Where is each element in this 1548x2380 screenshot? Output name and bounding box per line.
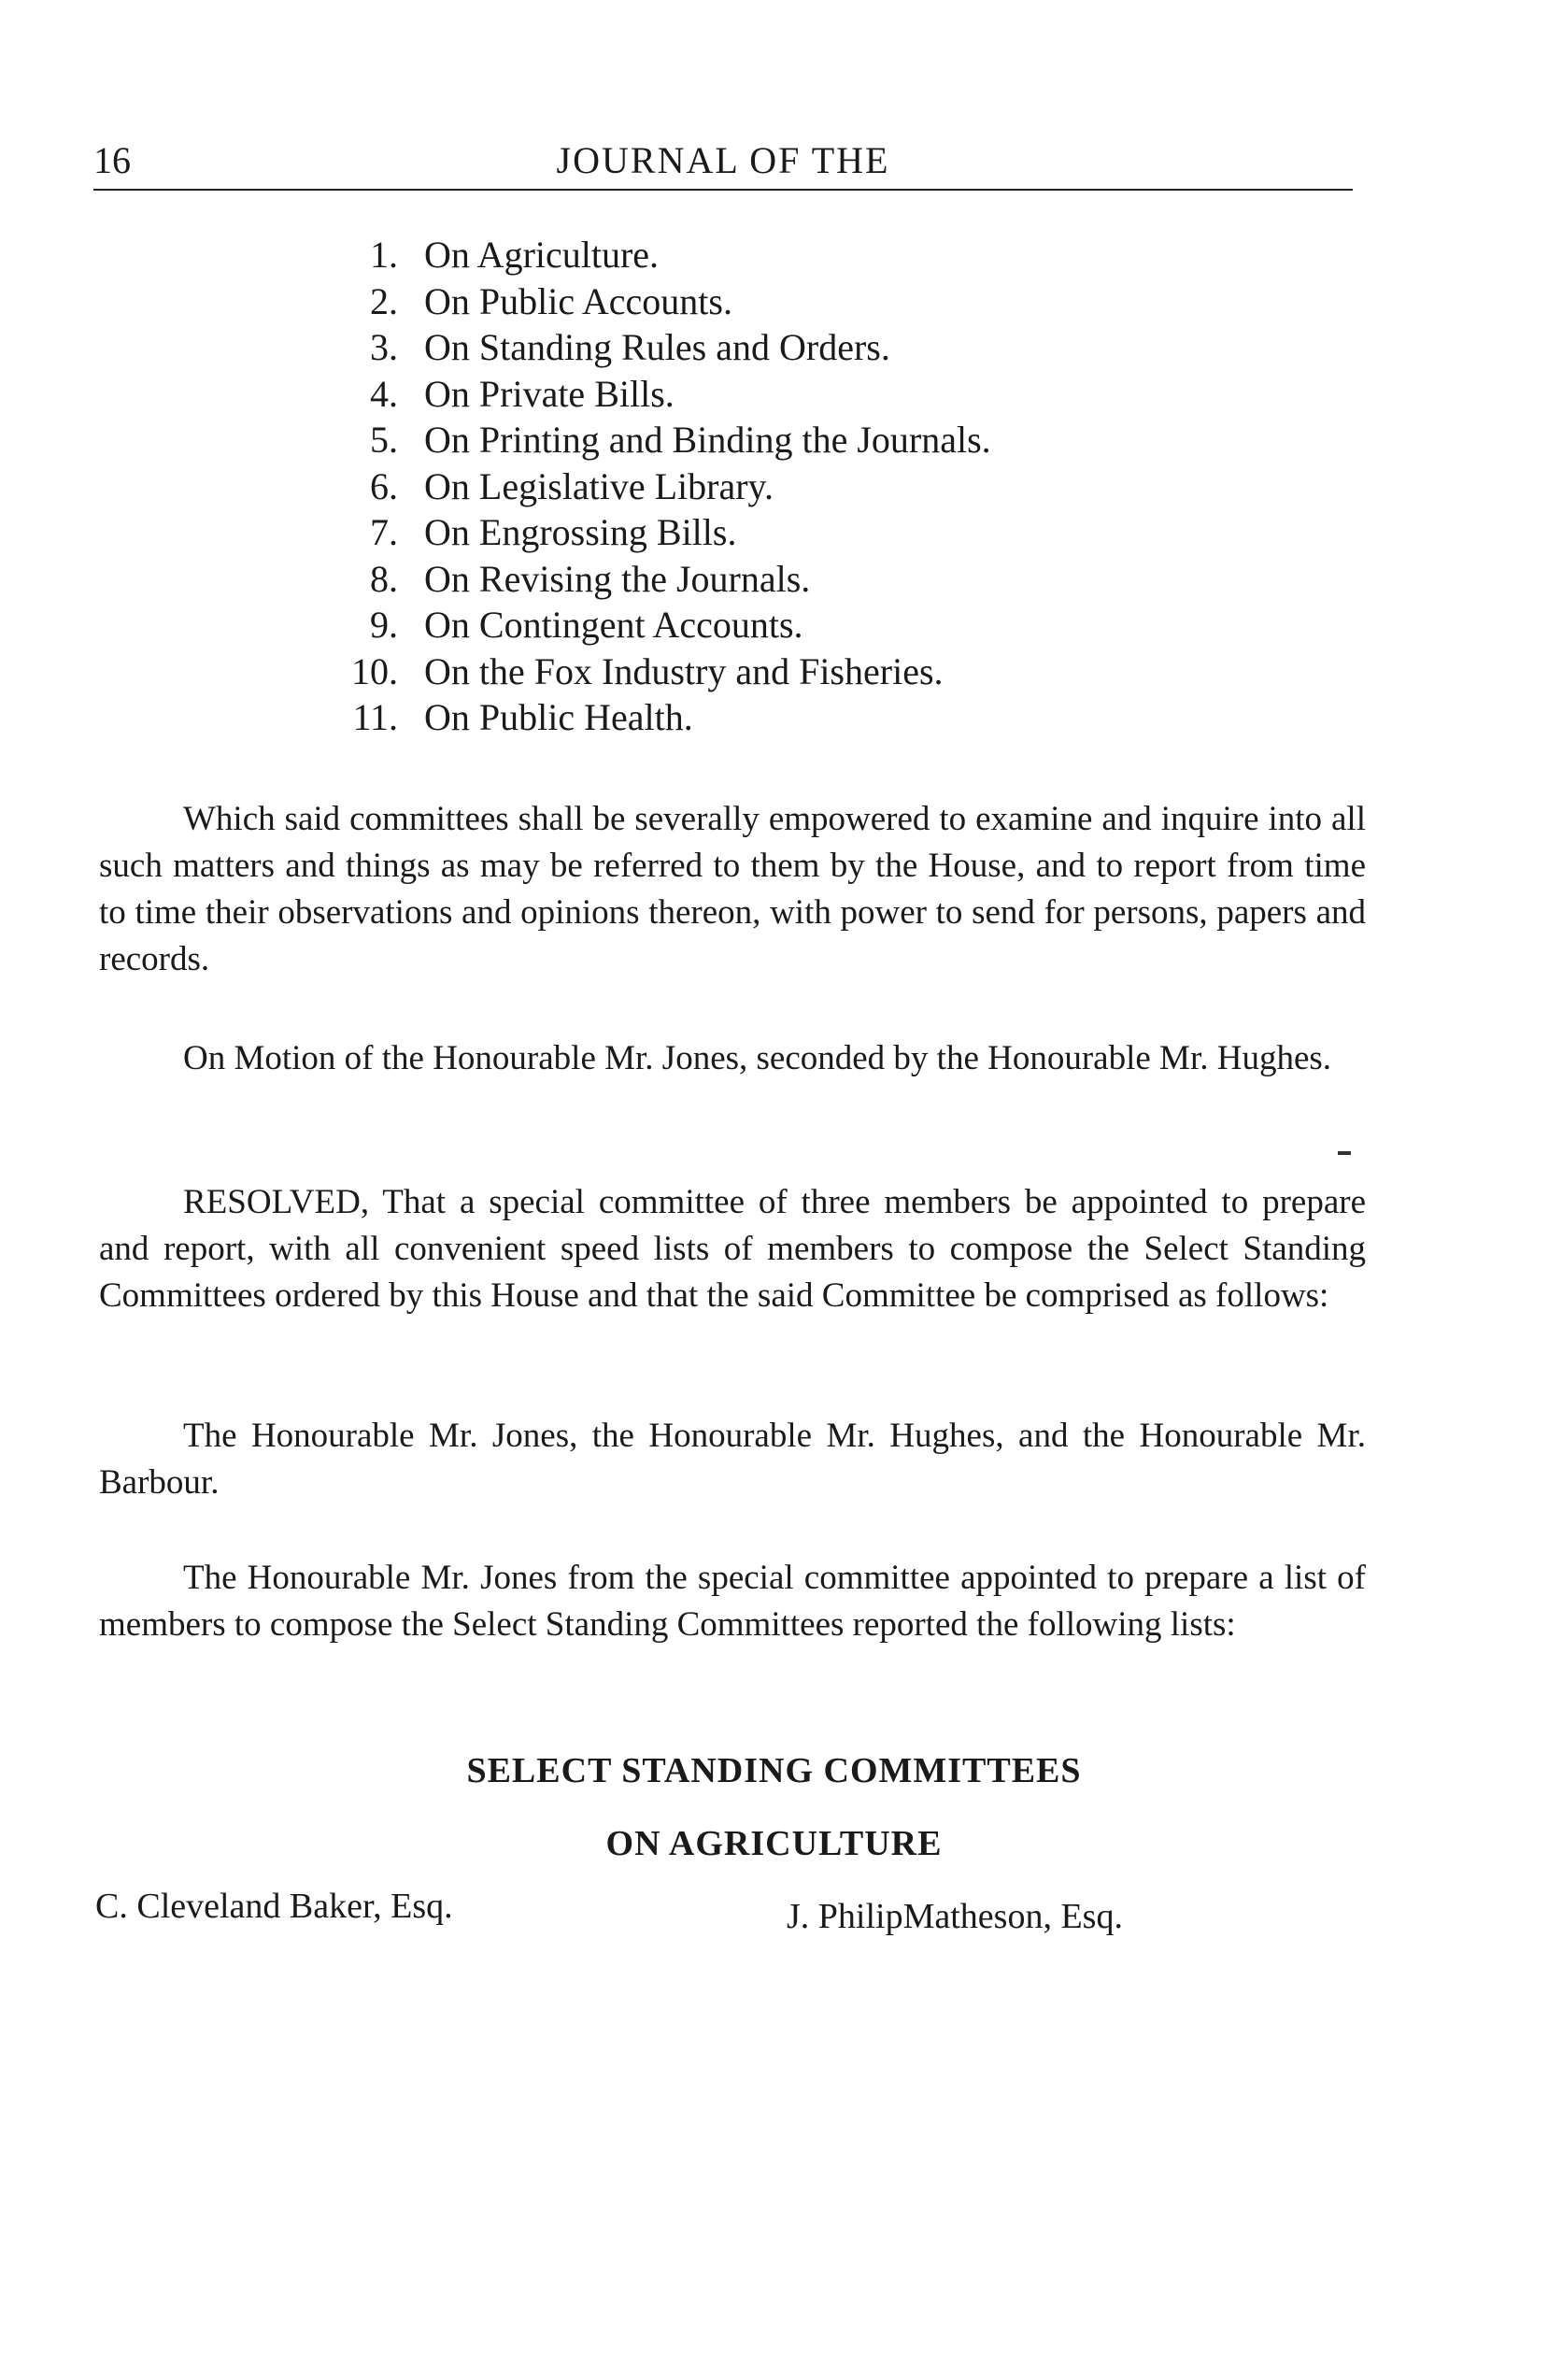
list-item (318, 417, 991, 463)
member-right: J. PhilipMatheson, Esq. (787, 1897, 1123, 1936)
powers-paragraph: Which said committees shall be severally empowered to examine and inquire into all such matters and things as may be referred to them by the House, and to report from time to time their observations and opinions thereon, with power to send for persons, papers and records. (99, 800, 1366, 978)
list-item-text: On the Fox Industry and Fisheries. (424, 649, 944, 692)
list-item (318, 602, 991, 648)
list-item-number: 7. (370, 511, 398, 553)
list-item-text: On Public Accounts. (424, 279, 732, 322)
margin-mark (1338, 1151, 1351, 1155)
list-item (318, 463, 991, 510)
list-item-number: 2. (370, 279, 398, 322)
list-item (318, 278, 991, 325)
member-left: C. Cleveland Baker, Esq. (95, 1887, 453, 1926)
list-item-text: On Private Bills. (424, 372, 675, 415)
committee-list (318, 232, 991, 741)
section-subtitle: ON AGRICULTURE (605, 1824, 943, 1863)
list-item-number: 1. (370, 234, 398, 276)
list-item-number: 4. (370, 372, 398, 415)
list-item-text: On Standing Rules and Orders. (424, 326, 890, 368)
list-item-number: 9. (370, 604, 398, 646)
list-item (318, 371, 991, 418)
list-item-text: On Printing and Binding the Journals. (424, 419, 991, 461)
list-item (318, 232, 991, 278)
list-item-number: 10. (351, 649, 398, 692)
motion-paragraph: On Motion of the Honourable Mr. Jones, seconded by the Honourable Mr. Hughes. (183, 1039, 1332, 1077)
members-paragraph: The Honourable Mr. Jones, the Honourable Mr. Hughes, and the Honourable Mr. Barbour. (99, 1417, 1366, 1502)
list-item-text: On Legislative Library. (424, 464, 774, 507)
list-item (318, 694, 991, 741)
list-item (318, 556, 991, 603)
list-item-text: On Public Health. (424, 696, 693, 738)
list-item-number: 3. (370, 326, 398, 368)
list-item-number: 6. (370, 464, 398, 507)
section-title: SELECT STANDING COMMITTEES (466, 1751, 1082, 1790)
page-number: 16 (93, 139, 131, 181)
list-item (318, 509, 991, 556)
list-item-text: On Agriculture. (424, 234, 660, 276)
list-item (318, 324, 991, 371)
page-header (93, 138, 1353, 191)
list-item-text: On Engrossing Bills. (424, 511, 737, 553)
list-item-number: 5. (370, 419, 398, 461)
list-item-number: 11. (352, 696, 398, 738)
running-head: JOURNAL OF THE (556, 139, 890, 181)
list-item (318, 648, 991, 695)
resolved-paragraph: RESOLVED, That a special committee of three members be appointed to prepare and report, with all convenient speed lists of members to compose the Select Standing Committees ordered by this House and that the said Committee be comprised as follows: (99, 1183, 1366, 1315)
report-paragraph: The Honourable Mr. Jones from the special committee appointed to prepare a list of members to compose the Select Standing Committees reported the following lists: (99, 1559, 1366, 1644)
list-item-text: On Contingent Accounts. (424, 604, 803, 646)
list-item-text: On Revising the Journals. (424, 557, 811, 600)
list-item-number: 8. (370, 557, 398, 600)
